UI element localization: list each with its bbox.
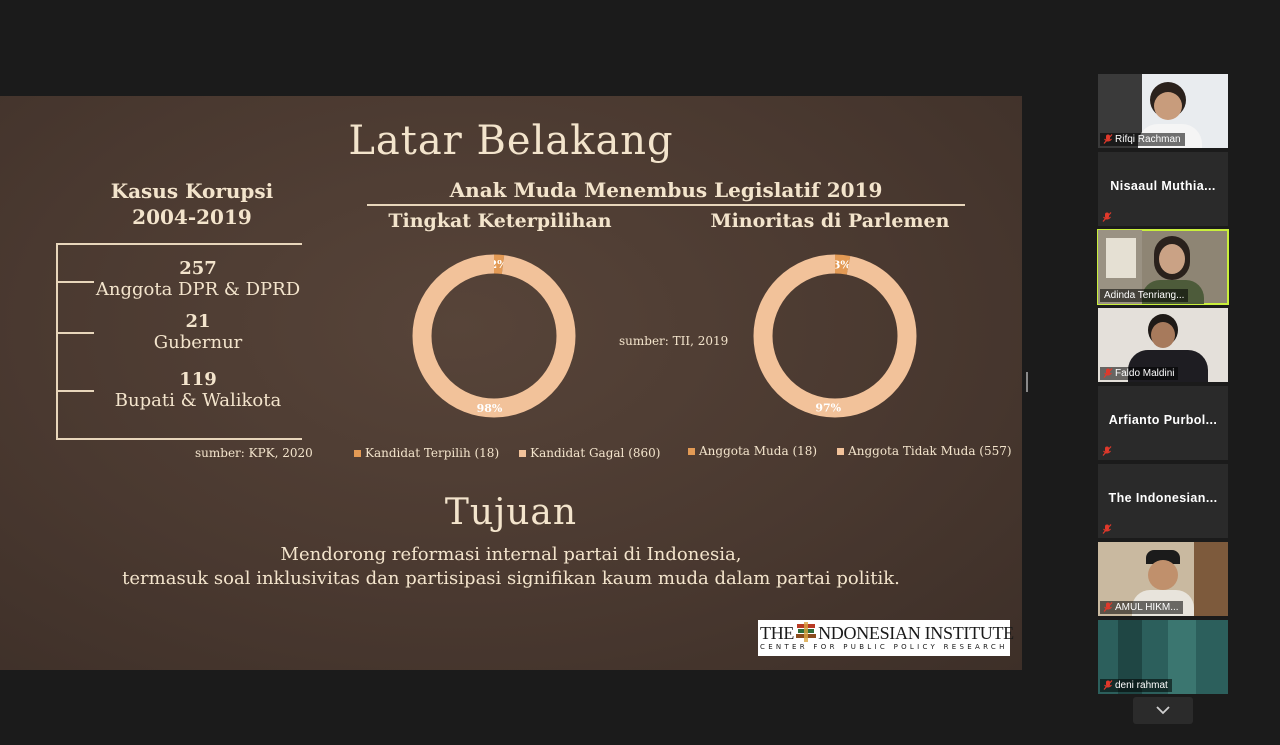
bracket-line <box>56 243 58 439</box>
participant-face <box>1159 244 1185 274</box>
logo-wordmark <box>760 622 1014 644</box>
panel-resize-handle[interactable] <box>1026 372 1028 392</box>
participant-name: Rifqi Rachman <box>1115 134 1181 145</box>
legend-item <box>519 446 660 460</box>
tujuan-line1: Mendorong reformasi internal partai di Indonesia, <box>280 544 742 565</box>
legend-swatch <box>688 448 695 455</box>
kasus-count: 119 <box>179 369 217 390</box>
donut-data-label: 2% <box>489 258 508 272</box>
video-background-door <box>1194 542 1228 616</box>
participant-tile[interactable] <box>1098 464 1228 538</box>
donut-data-label: 3% <box>832 258 851 272</box>
bracket-tick <box>56 281 94 283</box>
participant-tile-active-speaker[interactable] <box>1098 230 1228 304</box>
kasus-label: Gubernur <box>153 332 243 353</box>
participant-name-tag <box>1100 367 1178 380</box>
legend-label: Anggota Muda (18) <box>699 444 818 458</box>
chart2-legend <box>688 444 1012 458</box>
chart2-title: Minoritas di Parlemen <box>710 210 950 232</box>
participant-tile[interactable] <box>1098 542 1228 616</box>
kasus-item <box>90 369 306 411</box>
kasus-label: Anggota DPR & DPRD <box>95 279 301 300</box>
bracket-tick <box>56 390 94 392</box>
legend-swatch <box>837 448 844 455</box>
legislatif-title: Anak Muda Menembus Legislatif 2019 <box>449 178 883 202</box>
donut-slice <box>763 264 907 408</box>
participant-name-tag <box>1100 289 1188 302</box>
kasus-title-line1: Kasus Korupsi <box>110 179 274 203</box>
legend-item <box>837 444 1011 458</box>
shared-screen-slide <box>0 96 1022 670</box>
logo-text-the: THE <box>760 623 795 643</box>
kasus-count: 21 <box>185 311 211 332</box>
kasus-label: Bupati & Walikota <box>114 390 282 411</box>
participants-scroll-down-button[interactable] <box>1133 697 1193 724</box>
mic-muted-icon <box>1103 368 1113 378</box>
participant-name: Faldo Maldini <box>1115 368 1175 379</box>
chart1-legend <box>354 446 660 460</box>
tujuan-title: Tujuan <box>444 492 578 533</box>
legend-label: Kandidat Terpilih (18) <box>365 446 500 460</box>
donut-chart-minoritas <box>749 250 921 422</box>
logo-text-name: NDONESIAN INSTITUTE <box>818 623 1014 643</box>
participant-name: The Indonesian... <box>1108 491 1218 505</box>
participant-name-tag <box>1100 133 1185 146</box>
participant-name: Adinda Tenriang... <box>1104 290 1185 301</box>
mic-muted-icon <box>1102 524 1112 534</box>
participant-face <box>1154 92 1182 120</box>
donut-chart-keterpilihan <box>408 250 580 422</box>
participant-tile[interactable] <box>1098 386 1228 460</box>
participant-name: Arfianto Purbol... <box>1108 413 1218 427</box>
legislatif-rule <box>367 204 965 206</box>
mic-muted-icon <box>1103 680 1113 690</box>
video-background-sign <box>1106 238 1136 278</box>
legend-item <box>354 446 499 460</box>
kasus-title-line2: 2004-2019 <box>132 205 252 229</box>
legend-item <box>688 444 817 458</box>
participant-tile[interactable] <box>1098 74 1228 148</box>
bracket-tick <box>56 332 94 334</box>
legend-swatch <box>354 450 361 457</box>
participant-face <box>1148 560 1178 590</box>
kasus-korupsi-title <box>92 178 292 230</box>
mic-muted-icon <box>1102 446 1112 456</box>
chart1-title: Tingkat Keterpilihan <box>388 210 612 232</box>
bracket-top-line <box>56 243 302 245</box>
donut-data-label: 97% <box>815 401 842 415</box>
participant-name: Nisaaul Muthia... <box>1110 179 1216 193</box>
mic-muted-icon <box>1102 212 1112 222</box>
legislatif-source: sumber: TII, 2019 <box>619 334 729 348</box>
slide-title: Latar Belakang <box>348 118 674 164</box>
participant-face <box>1151 322 1175 348</box>
bracket-bottom-line <box>56 438 302 440</box>
legend-label: Kandidat Gagal (860) <box>530 446 661 460</box>
kasus-count: 257 <box>179 258 217 279</box>
donut-data-label: 98% <box>476 401 503 415</box>
participant-tile[interactable] <box>1098 152 1228 226</box>
mic-muted-icon <box>1103 134 1113 144</box>
participant-name-tag <box>1100 601 1183 614</box>
kasus-source: sumber: KPK, 2020 <box>195 446 313 460</box>
mic-muted-icon <box>1103 602 1113 612</box>
participant-name-tag <box>1100 679 1172 692</box>
kasus-item <box>90 258 306 300</box>
video-background-curtain <box>1168 620 1196 694</box>
chevron-down-icon <box>1156 706 1170 715</box>
participant-name: AMUL HIKM... <box>1115 602 1179 613</box>
participant-name: deni rahmat <box>1115 680 1168 691</box>
tujuan-line2: termasuk soal inklusivitas dan partisipasi signifikan kaum muda dalam partai politik. <box>122 568 900 589</box>
logo-subtitle: CENTER FOR PUBLIC POLICY RESEARCH <box>760 643 1008 651</box>
legend-swatch <box>519 450 526 457</box>
donut-slice <box>422 264 566 408</box>
legend-label: Anggota Tidak Muda (557) <box>848 444 1012 458</box>
indonesian-institute-logo <box>758 620 1014 656</box>
kasus-item <box>90 311 306 353</box>
participant-tile[interactable] <box>1098 620 1228 694</box>
participant-tile[interactable] <box>1098 308 1228 382</box>
books-icon <box>795 622 817 642</box>
